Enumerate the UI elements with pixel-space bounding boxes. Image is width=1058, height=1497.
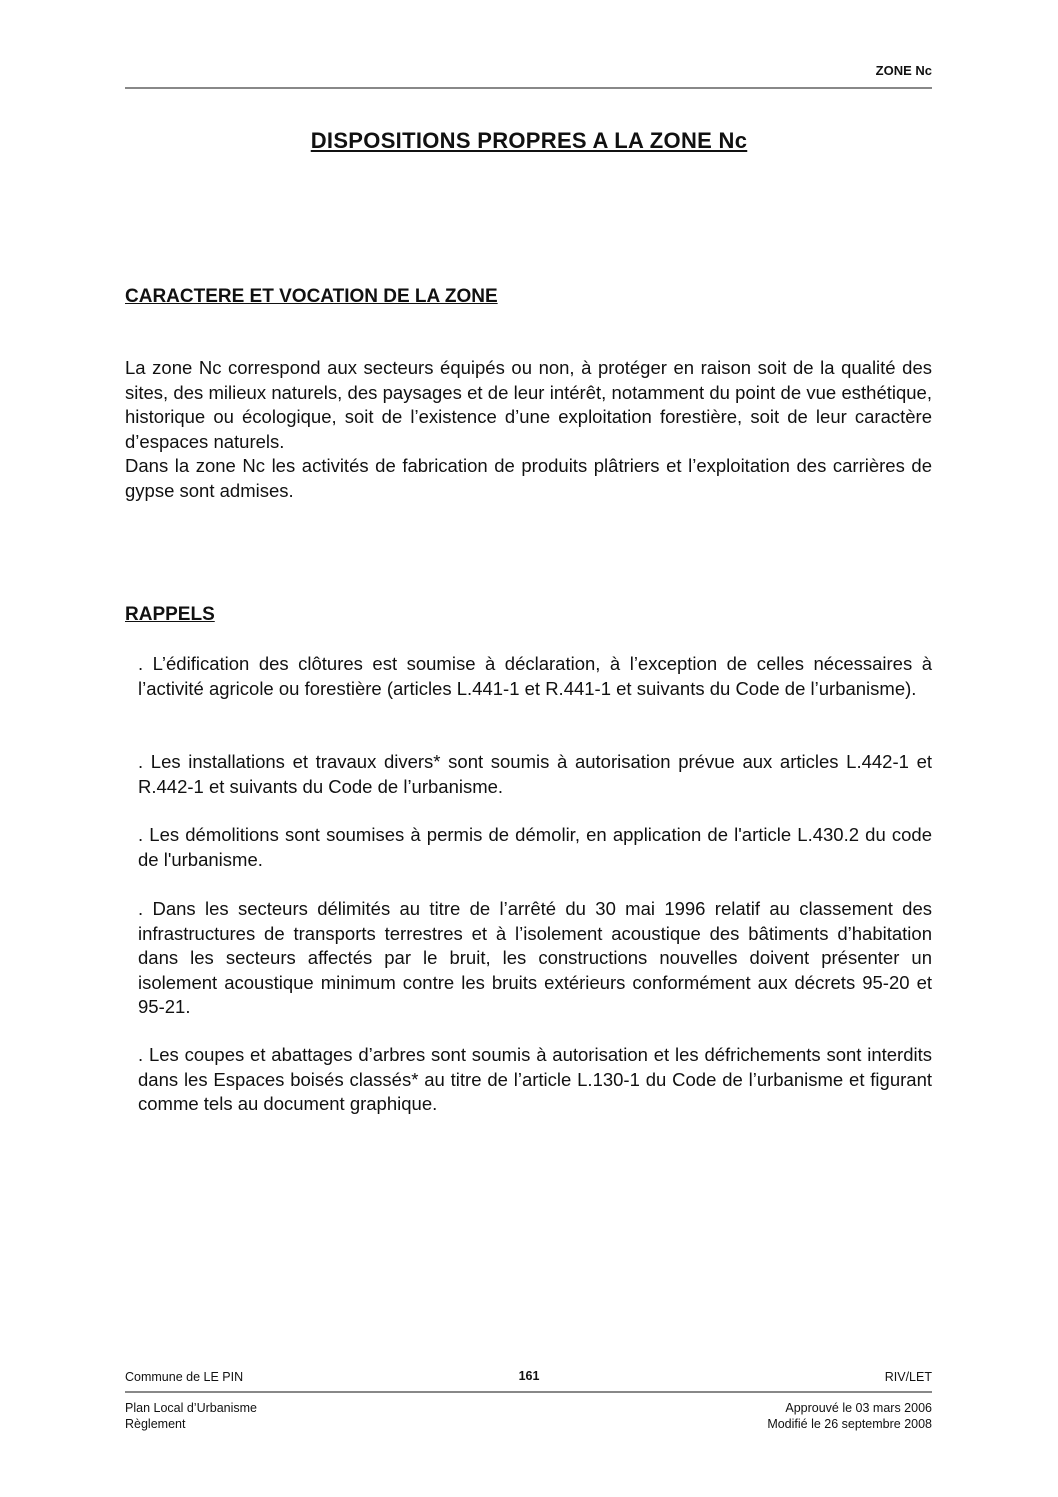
footer-reference: RIV/LET xyxy=(884,1370,932,1384)
rappel-item: . Les installations et travaux divers* sont soumis à autorisation prévue aux articles L.442-1 et R.442-1 et suivants du Code de l’urbanisme. xyxy=(138,751,932,797)
rappel-item: . Les démolitions sont soumises à permis de démolir, en application de l'article L.430.2 du code de l'urbanisme. xyxy=(138,824,932,870)
rappel-item: . L’édification des clôtures est soumise à déclaration, à l’exception de celles nécessaires à l’activité agricole ou forestière (articles L.441-1 et R.441-1 et suivants du Code de l’urbanisme). xyxy=(138,653,932,699)
rappel-item: . Dans les secteurs délimités au titre de l’arrêté du 30 mai 1996 relatif au classement des infrastructures de transports terrestres et à l’isolement acoustique des bâtiments d’habitation dans les secteurs affectés par le bruit, les constructions nouvelles doivent présenter un isolement acoustique minimum contre les bruits extérieurs conformément aux décrets 95-20 et 95-21. xyxy=(138,898,932,1017)
footer-modification-date: Modifié le 26 septembre 2008 xyxy=(767,1417,932,1431)
footer-dates xyxy=(767,1400,932,1432)
rappel-item: . Les coupes et abattages d’arbres sont soumis à autorisation et les défrichements sont interdits dans les Espaces boisés classés* au titre de l’article L.130-1 du Code de l’urbanisme et figurant comme tels au document graphique. xyxy=(138,1044,932,1114)
rappels-section-heading: RAPPELS xyxy=(125,604,215,625)
caractere-paragraph-1: La zone Nc correspond aux secteurs équipés ou non, à protéger en raison soit de la qualité des sites, des milieux naturels, des paysages et de leur intérêt, notamment du point de vue esthétique, historique ou écologique, soit de l’existence d’une exploitation forestière, soit de leur caractère d’espaces naturels. xyxy=(125,357,932,452)
footer-reglement-label: Règlement xyxy=(125,1417,186,1431)
footer-divider xyxy=(125,1391,932,1393)
page-title: DISPOSITIONS PROPRES A LA ZONE Nc xyxy=(310,128,748,153)
footer-commune: Commune de LE PIN xyxy=(125,1370,244,1384)
caractere-section-heading: CARACTERE ET VOCATION DE LA ZONE xyxy=(125,286,498,307)
footer-page-number: 161 xyxy=(518,1369,540,1383)
footer-approval-date: Approuvé le 03 mars 2006 xyxy=(785,1401,932,1415)
header-zone-label: ZONE Nc xyxy=(875,63,932,78)
footer-document-info xyxy=(125,1400,257,1432)
header-divider xyxy=(125,87,932,89)
caractere-paragraph-2: Dans la zone Nc les activités de fabrication de produits plâtriers et l’exploitation des carrières de gypse sont admises. xyxy=(125,455,932,501)
footer-plan-label: Plan Local d’Urbanisme xyxy=(125,1401,258,1415)
caractere-section-body xyxy=(125,356,932,503)
